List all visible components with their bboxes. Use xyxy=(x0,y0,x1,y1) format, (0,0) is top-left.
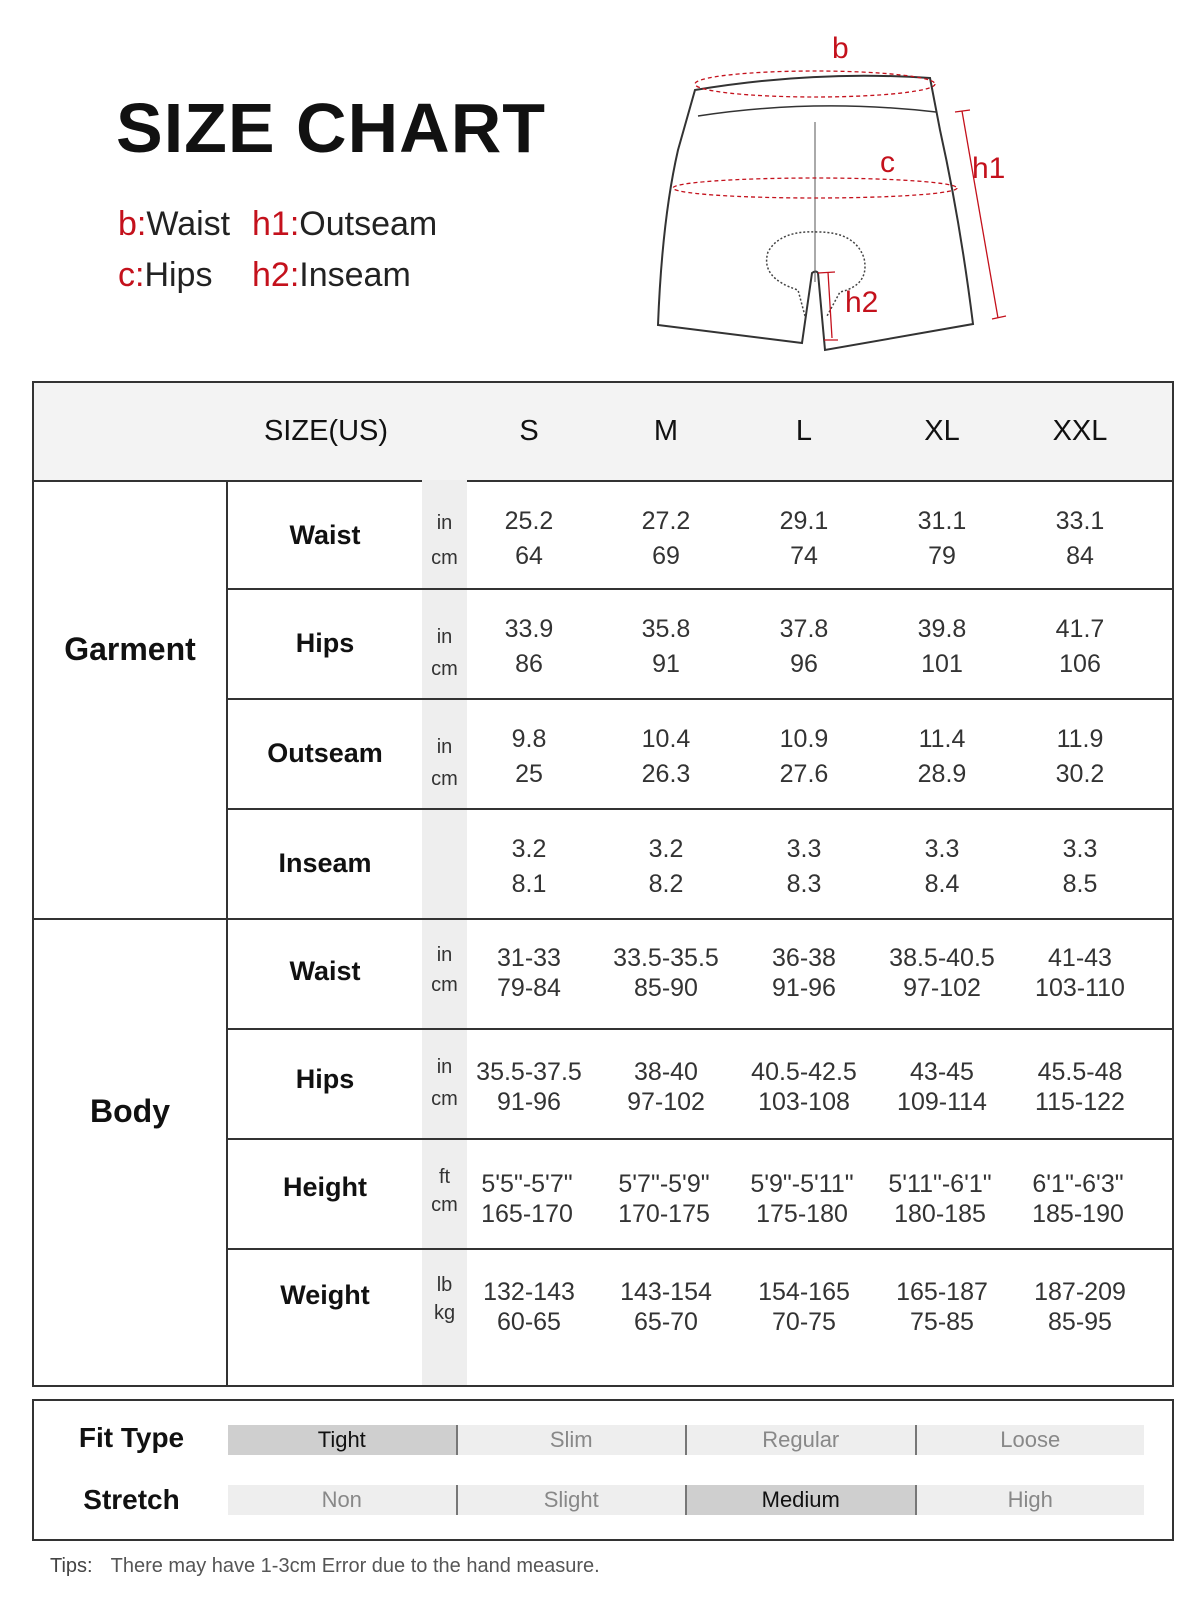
fit-option-regular: Regular xyxy=(687,1425,917,1455)
legend-inseam xyxy=(252,256,411,295)
cell: 65-70 xyxy=(634,1308,698,1336)
group-body: Body xyxy=(90,1093,170,1129)
cell: 27.2 xyxy=(641,507,691,535)
cell: 74 xyxy=(790,542,818,570)
unit-label: cm xyxy=(431,974,458,996)
cell: 187-209 xyxy=(1034,1278,1126,1306)
cell: 75-85 xyxy=(910,1308,974,1336)
cell: 40.5-42.5 xyxy=(751,1058,857,1086)
cell: 103-108 xyxy=(758,1088,850,1116)
cell: 103-110 xyxy=(1035,974,1125,1002)
table-row-garment-waist xyxy=(228,480,1172,592)
size-m: M xyxy=(653,415,679,447)
stretch-scale xyxy=(228,1485,1144,1515)
cell: 8.3 xyxy=(786,870,822,898)
table-row-garment-inseam xyxy=(228,810,1172,922)
cell: 143-154 xyxy=(620,1278,712,1306)
cell: 84 xyxy=(1066,542,1094,570)
fit-panel xyxy=(32,1399,1174,1541)
cell: 91-96 xyxy=(497,1088,561,1116)
unit-label: cm xyxy=(431,768,458,790)
size-s: S xyxy=(519,415,539,447)
unit-label: kg xyxy=(433,1302,456,1324)
cell: 3.3 xyxy=(924,835,960,863)
label-b: b xyxy=(832,32,849,65)
cell: 109-114 xyxy=(897,1088,987,1116)
table-row-garment-hips xyxy=(228,590,1172,702)
label-h1: h1 xyxy=(972,152,1006,185)
row-label: Inseam xyxy=(278,848,372,878)
cell: 154-165 xyxy=(758,1278,850,1306)
size-xxl: XXL xyxy=(1052,415,1108,447)
row-label: Waist xyxy=(289,956,361,986)
cell: 3.2 xyxy=(648,835,684,863)
cell: 3.3 xyxy=(786,835,822,863)
cell: 5'5"-5'7" xyxy=(481,1170,573,1198)
cell: 85-90 xyxy=(634,974,698,1002)
legend-key: b: xyxy=(118,205,147,243)
unit-label: cm xyxy=(431,1088,458,1110)
cell: 106 xyxy=(1059,650,1101,678)
cell: 97-102 xyxy=(903,974,981,1002)
cell: 165-187 xyxy=(896,1278,988,1306)
group-garment: Garment xyxy=(64,631,196,667)
cell: 185-190 xyxy=(1032,1200,1124,1228)
size-table xyxy=(32,381,1174,1387)
row-label: Hips xyxy=(295,1064,355,1094)
cell: 33.9 xyxy=(504,615,554,643)
cell: 41-43 xyxy=(1048,944,1112,972)
cell: 30.2 xyxy=(1055,760,1105,788)
legend-label: Hips xyxy=(144,256,213,294)
table-row-body-weight xyxy=(228,1250,1172,1362)
stretch-label: Stretch xyxy=(83,1484,180,1515)
unit-label: in xyxy=(436,1056,453,1078)
cell: 33.1 xyxy=(1055,507,1105,535)
stretch-option-non: Non xyxy=(228,1485,458,1515)
cell: 8.4 xyxy=(924,870,960,898)
cell: 38-40 xyxy=(634,1058,698,1086)
cell: 79-84 xyxy=(497,974,561,1002)
label-c: c xyxy=(880,146,895,179)
cell: 39.8 xyxy=(917,615,967,643)
fit-type-scale xyxy=(228,1425,1144,1455)
cell: 5'9"-5'11" xyxy=(750,1170,854,1198)
stretch-option-high: High xyxy=(917,1485,1145,1515)
cell: 43-45 xyxy=(910,1058,974,1086)
cell: 31-33 xyxy=(497,944,561,972)
fit-type-label: Fit Type xyxy=(78,1422,185,1453)
cell: 3.3 xyxy=(1062,835,1098,863)
cell: 29.1 xyxy=(779,507,829,535)
cell: 25.2 xyxy=(504,507,554,535)
unit-label: cm xyxy=(431,658,458,680)
legend-key: h1: xyxy=(252,205,300,243)
cell: 3.2 xyxy=(511,835,547,863)
cell: 170-175 xyxy=(618,1200,710,1228)
legend-label: Waist xyxy=(146,205,231,243)
size-l: L xyxy=(795,415,813,447)
cell: 45.5-48 xyxy=(1037,1058,1123,1086)
cell: 97-102 xyxy=(627,1088,705,1116)
table-row-body-hips xyxy=(228,1030,1172,1142)
cell: 91-96 xyxy=(772,974,836,1002)
legend-key: h2: xyxy=(252,256,300,294)
cell: 10.9 xyxy=(779,725,829,753)
cell: 28.9 xyxy=(917,760,967,788)
cell: 35.8 xyxy=(641,615,691,643)
cell: 91 xyxy=(652,650,680,678)
cell: 101 xyxy=(921,650,963,678)
cell: 5'7"-5'9" xyxy=(618,1170,710,1198)
cell: 79 xyxy=(928,542,956,570)
row-label: Hips xyxy=(295,628,355,658)
cell: 175-180 xyxy=(756,1200,848,1228)
cell: 11.9 xyxy=(1056,725,1104,753)
unit-label: in xyxy=(436,736,453,758)
legend-label: Outseam xyxy=(299,205,438,243)
table-header xyxy=(34,383,1172,482)
cell: 37.8 xyxy=(779,615,829,643)
cell: 6'1"-6'3" xyxy=(1032,1170,1124,1198)
unit-label: cm xyxy=(431,1194,458,1216)
row-label: Waist xyxy=(289,520,361,550)
size-header: SIZE(US) xyxy=(263,415,389,447)
cell: 9.8 xyxy=(511,725,547,753)
tips-note xyxy=(50,1555,600,1578)
cell: 86 xyxy=(515,650,543,678)
cell: 33.5-35.5 xyxy=(613,944,719,972)
cell: 27.6 xyxy=(779,760,829,788)
cell: 25 xyxy=(515,760,543,788)
size-xl: XL xyxy=(924,415,960,447)
cell: 115-122 xyxy=(1035,1088,1125,1116)
row-label: Outseam xyxy=(267,738,383,768)
cell: 64 xyxy=(515,542,543,570)
cell: 31.1 xyxy=(917,507,967,535)
page-title: SIZE CHART xyxy=(116,89,546,167)
legend-key: c: xyxy=(118,256,145,294)
cell: 41.7 xyxy=(1055,615,1105,643)
unit-label: in xyxy=(436,944,453,966)
legend-hips xyxy=(118,256,212,295)
shorts-diagram xyxy=(640,20,1040,360)
legend-label: Inseam xyxy=(299,256,411,294)
cell: 10.4 xyxy=(641,725,691,753)
fit-option-tight: Tight xyxy=(228,1425,458,1455)
cell: 8.1 xyxy=(511,870,547,898)
unit-label: in xyxy=(436,626,453,648)
unit-label: cm xyxy=(431,547,458,569)
cell: 96 xyxy=(790,650,818,678)
cell: 69 xyxy=(652,542,680,570)
cell: 8.5 xyxy=(1062,870,1098,898)
cell: 180-185 xyxy=(894,1200,986,1228)
tips-text: There may have 1-3cm Error due to the hand measure. xyxy=(110,1555,600,1577)
cell: 5'11"-6'1" xyxy=(888,1170,992,1198)
cell: 36-38 xyxy=(772,944,836,972)
cell: 26.3 xyxy=(641,760,691,788)
cell: 11.4 xyxy=(918,725,966,753)
table-row-garment-outseam xyxy=(228,700,1172,812)
cell: 8.2 xyxy=(648,870,684,898)
legend-outseam xyxy=(252,205,437,244)
cell: 85-95 xyxy=(1048,1308,1112,1336)
cell: 38.5-40.5 xyxy=(889,944,995,972)
fit-option-slim: Slim xyxy=(458,1425,688,1455)
table-row-body-waist xyxy=(228,920,1172,1032)
legend-waist xyxy=(118,205,230,244)
unit-label: ft xyxy=(438,1166,451,1188)
cell: 35.5-37.5 xyxy=(476,1058,582,1086)
fit-option-loose: Loose xyxy=(917,1425,1145,1455)
unit-label: lb xyxy=(436,1274,453,1296)
tips-label: Tips: xyxy=(50,1555,93,1577)
stretch-option-slight: Slight xyxy=(458,1485,688,1515)
stretch-option-medium: Medium xyxy=(687,1485,917,1515)
unit-label: in xyxy=(436,512,453,534)
cell: 60-65 xyxy=(497,1308,561,1336)
row-label: Height xyxy=(283,1172,367,1202)
label-h2: h2 xyxy=(845,286,879,319)
cell: 165-170 xyxy=(481,1200,573,1228)
table-row-body-height xyxy=(228,1140,1172,1252)
row-label: Weight xyxy=(280,1280,370,1310)
cell: 132-143 xyxy=(483,1278,575,1306)
cell: 70-75 xyxy=(772,1308,836,1336)
